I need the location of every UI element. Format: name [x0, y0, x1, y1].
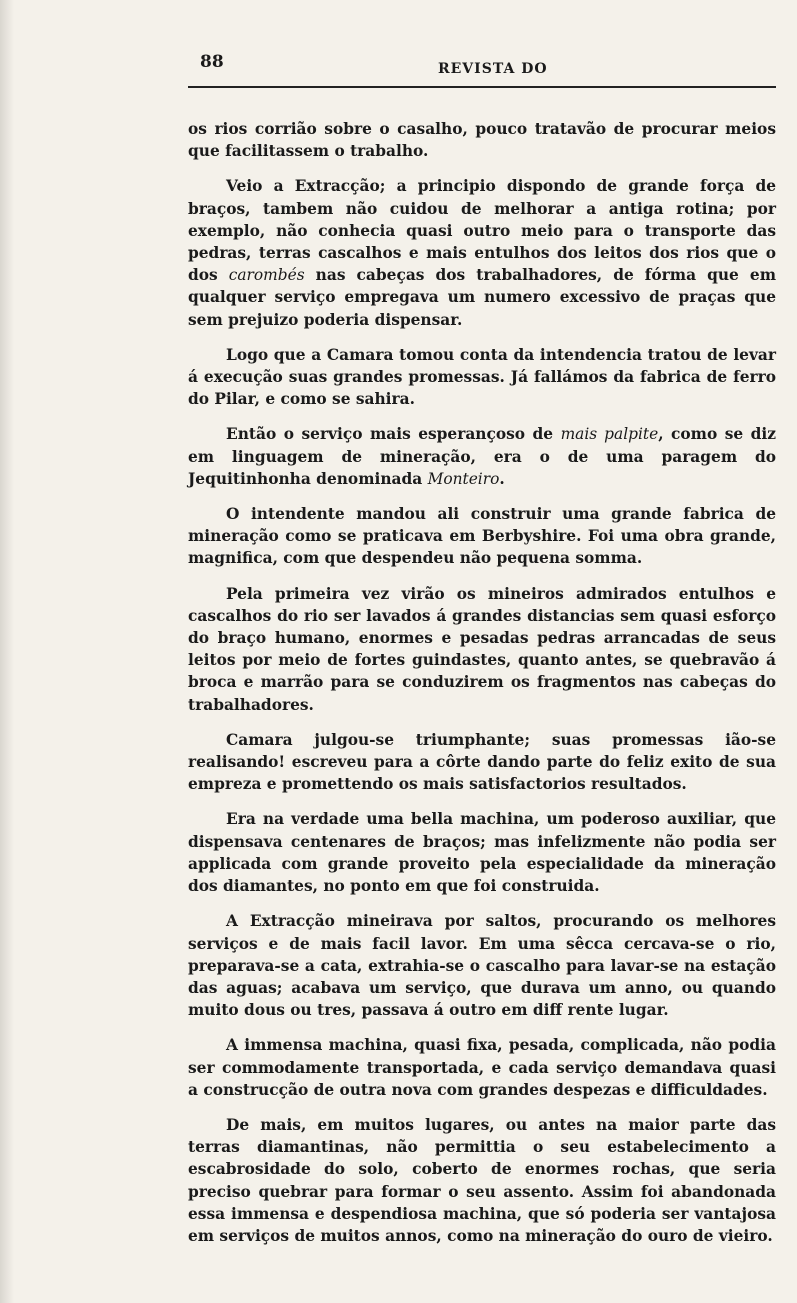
paragraph — [188, 175, 776, 330]
paragraph — [188, 1034, 776, 1101]
text-run: . — [499, 469, 505, 488]
italic-term: Monteiro — [427, 469, 500, 488]
text-run: , como se diz em linguagem de mineração, era o de uma paragem do Jequitinhonha denominada — [188, 425, 776, 488]
text-run: Então o serviço mais esperançoso de — [226, 425, 561, 444]
running-head: REVISTA DO — [438, 61, 548, 77]
paragraph — [188, 910, 776, 1021]
text-run: os rios corrião sobre o cas — [188, 120, 426, 138]
page — [188, 52, 776, 1260]
paragraph — [188, 1114, 776, 1247]
page-body — [188, 118, 776, 1247]
paragraph — [188, 729, 776, 796]
italic-term: carombés — [228, 266, 305, 285]
paragraph — [188, 808, 776, 897]
page-header — [188, 52, 776, 88]
text-run: nas cabeças dos trabalhadores, de fórma que em qualquer serviço empregava um numero excessivo de praças que sem prejuizo poderia dispensar. — [188, 266, 776, 329]
paragraph — [188, 344, 776, 411]
paragraph — [188, 423, 776, 490]
text-run: alho, pouco tratavão de procurar meios que facilitassem o trabalho. — [188, 120, 776, 161]
text-run: Camara julgou-se triumphante; suas promessas ião-se realisando! escreveu para a côrte dando parte do feliz exito de sua empreza e promettendo os mais satisfactorios resultados. — [188, 730, 776, 794]
text-run: Veio a Extracção; a principio dispondo de grande força de braços, tambem não cuidou de melhorar a antiga rotina; por exemplo, não conhecia quasi outro meio para o transporte das pedras, terras cascalhos e mais entulhos dos leitos dos rios que o dos — [188, 177, 776, 285]
paragraph — [188, 503, 776, 570]
text-run: O intendente mandou ali construir uma grande fabrica de mineração como se praticava em Berbyshire. Foi uma obra grande, magnifica, com que despendeu não pequena somma. — [188, 505, 776, 568]
paragraph — [188, 118, 776, 162]
text-run: Era na verdade uma bella machina, um poderoso auxiliar, que dispensava centenares de braços; mas infelizmente não podia ser applicada com grande proveito pela especialidade da mineração dos diamantes, no ponto em que foi construida. — [188, 810, 776, 896]
paragraph — [188, 583, 776, 716]
text-run: De mais, em muitos lugares, ou antes na maior parte das terras diamantinas, não permittia o seu estabelecimento a escabrosidade do solo, coberto de enormes rochas, que seria preciso quebrar para formar o seu assento. Assim foi abandonada essa immensa e despendiosa machina, que só poderia ser vantajosa em serviços de muitos annos, como na mineração do ouro de vieiro. — [188, 1115, 776, 1245]
italic-term: mais palpite — [560, 425, 659, 444]
text-run: A immensa machina, quasi fixa, pesada, complicada, não podia ser commodamente transportada, e cada serviço demandava quasi a construcção de outra nova com grandes despezas e difficuldades. — [188, 1036, 776, 1099]
text-run: Pela primeira vez virão os mineiros admirados entulhos e cascalhos do rio ser lavados á grandes distancias sem quasi esforço do braço humano, enormes e pesadas pedras arrancadas de seus leitos por meio de fortes guindastes, quanto antes, se quebravão á broca e marrão para se conduzirem os fragmentos nas cabeças do trabalhadores. — [188, 584, 776, 714]
text-run: A Extracção mineirava por saltos, procurando os melhores serviços e de mais facil lavor. Em uma sêcca cercava-se o rio, preparava-se a cata, extrahia-se o cascalho para lavar-se na estação das aguas; acabava um serviço, que durava um anno, ou quando muito dous ou tres, passava á outro em diff rente lugar. — [188, 912, 776, 1020]
text-run: Logo que a Camara tomou conta da intendencia tratou de levar á execução suas grandes promessas. Já fallámos da fabrica de ferro do Pilar, e como se sahira. — [188, 345, 776, 409]
page-number: 88 — [200, 52, 224, 72]
page-edge-shadow — [0, 0, 14, 1303]
